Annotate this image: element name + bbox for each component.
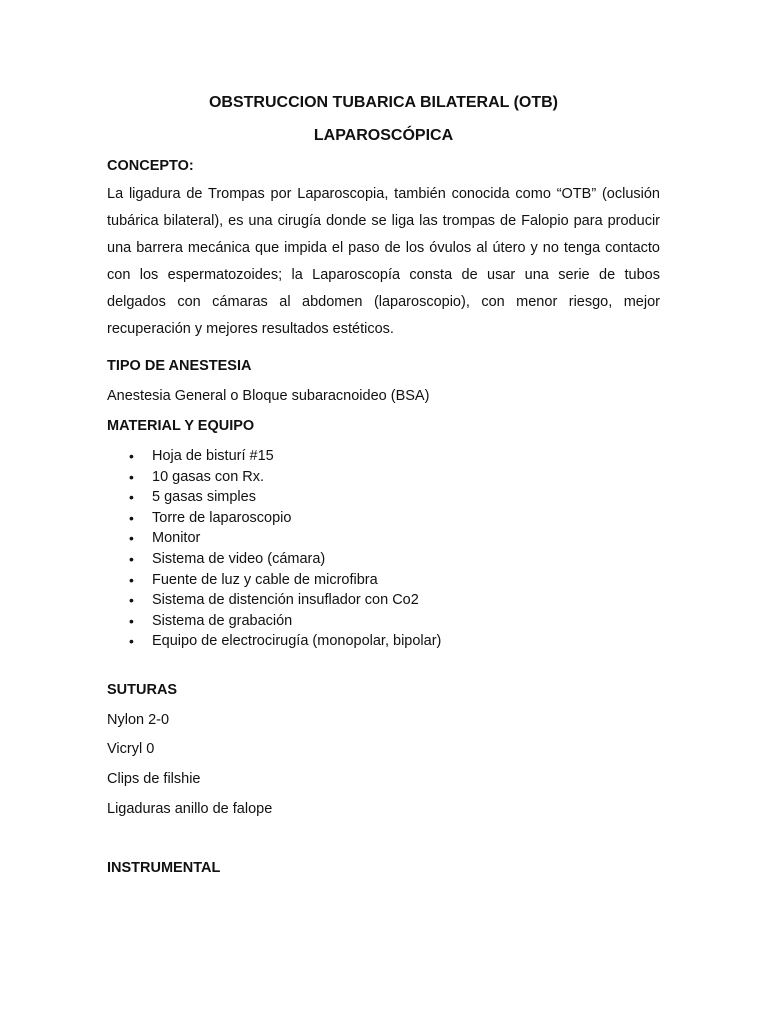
list-item-text: 5 gasas simples xyxy=(152,489,256,506)
document-title-line2: LAPAROSCÓPICA xyxy=(313,127,454,144)
list-item xyxy=(107,508,660,529)
list-item xyxy=(107,549,660,570)
list-item xyxy=(107,590,660,611)
sutura-item: Ligaduras anillo de falope xyxy=(107,801,273,817)
bullet-icon: • xyxy=(129,612,134,629)
bullet-icon: • xyxy=(129,509,134,526)
bullet-icon: • xyxy=(129,592,134,609)
list-item-text: Sistema de distención insuflador con Co2 xyxy=(152,592,419,609)
list-item-text: Fuente de luz y cable de microfibra xyxy=(152,571,378,588)
bullet-icon: • xyxy=(129,571,134,588)
list-item-text: Equipo de electrocirugía (monopolar, bipolar) xyxy=(152,633,442,650)
list-item-text: Torre de laparoscopio xyxy=(152,509,292,526)
bullet-icon: • xyxy=(129,448,134,464)
document-title-line1: OBSTRUCCION TUBARICA BILATERAL (OTB) xyxy=(208,94,558,111)
material-list xyxy=(107,446,660,652)
list-item xyxy=(107,528,660,549)
list-item xyxy=(107,631,660,652)
concepto-paragraph: La ligadura de Trompas por Laparoscopia, también conocida como “OTB” (oclusión tubárica bilateral), es una cirugía donde se liga las trompas de Falopio para producir una barrera mecánica que impida el paso de los óvulos al útero y no tenga contacto con los espermatozoides; la Laparoscopía consta de usar una serie de tubos delgados con cámaras al abdomen (laparoscopio), con menor riesgo, mejor recuperación y mejores resultados estéticos. xyxy=(107,186,660,337)
instrumental-heading: INSTRUMENTAL xyxy=(107,860,221,876)
concepto-heading: CONCEPTO: xyxy=(107,158,194,174)
sutura-item: Clips de filshie xyxy=(107,771,201,787)
list-item xyxy=(107,467,660,488)
bullet-icon: • xyxy=(129,633,134,650)
list-item xyxy=(107,611,660,632)
list-item-text: Sistema de grabación xyxy=(152,612,293,629)
bullet-icon: • xyxy=(129,530,134,547)
list-item-text: Sistema de video (cámara) xyxy=(152,550,326,567)
sutura-item: Vicryl 0 xyxy=(107,741,155,757)
sutura-item: Nylon 2-0 xyxy=(107,712,170,728)
list-item xyxy=(107,570,660,591)
list-item-text: 10 gasas con Rx. xyxy=(152,468,265,485)
bullet-icon: • xyxy=(129,468,134,485)
list-item-text: Monitor xyxy=(152,530,201,547)
material-heading: MATERIAL Y EQUIPO xyxy=(107,418,255,434)
anestesia-text: Anestesia General o Bloque subaracnoideo (BSA) xyxy=(107,388,430,404)
anestesia-heading: TIPO DE ANESTESIA xyxy=(107,358,252,374)
bullet-icon: • xyxy=(129,550,134,567)
list-item xyxy=(107,446,660,467)
bullet-icon: • xyxy=(129,489,134,506)
list-item-text: Hoja de bisturí #15 xyxy=(152,448,274,464)
list-item xyxy=(107,487,660,508)
suturas-heading: SUTURAS xyxy=(107,682,178,698)
